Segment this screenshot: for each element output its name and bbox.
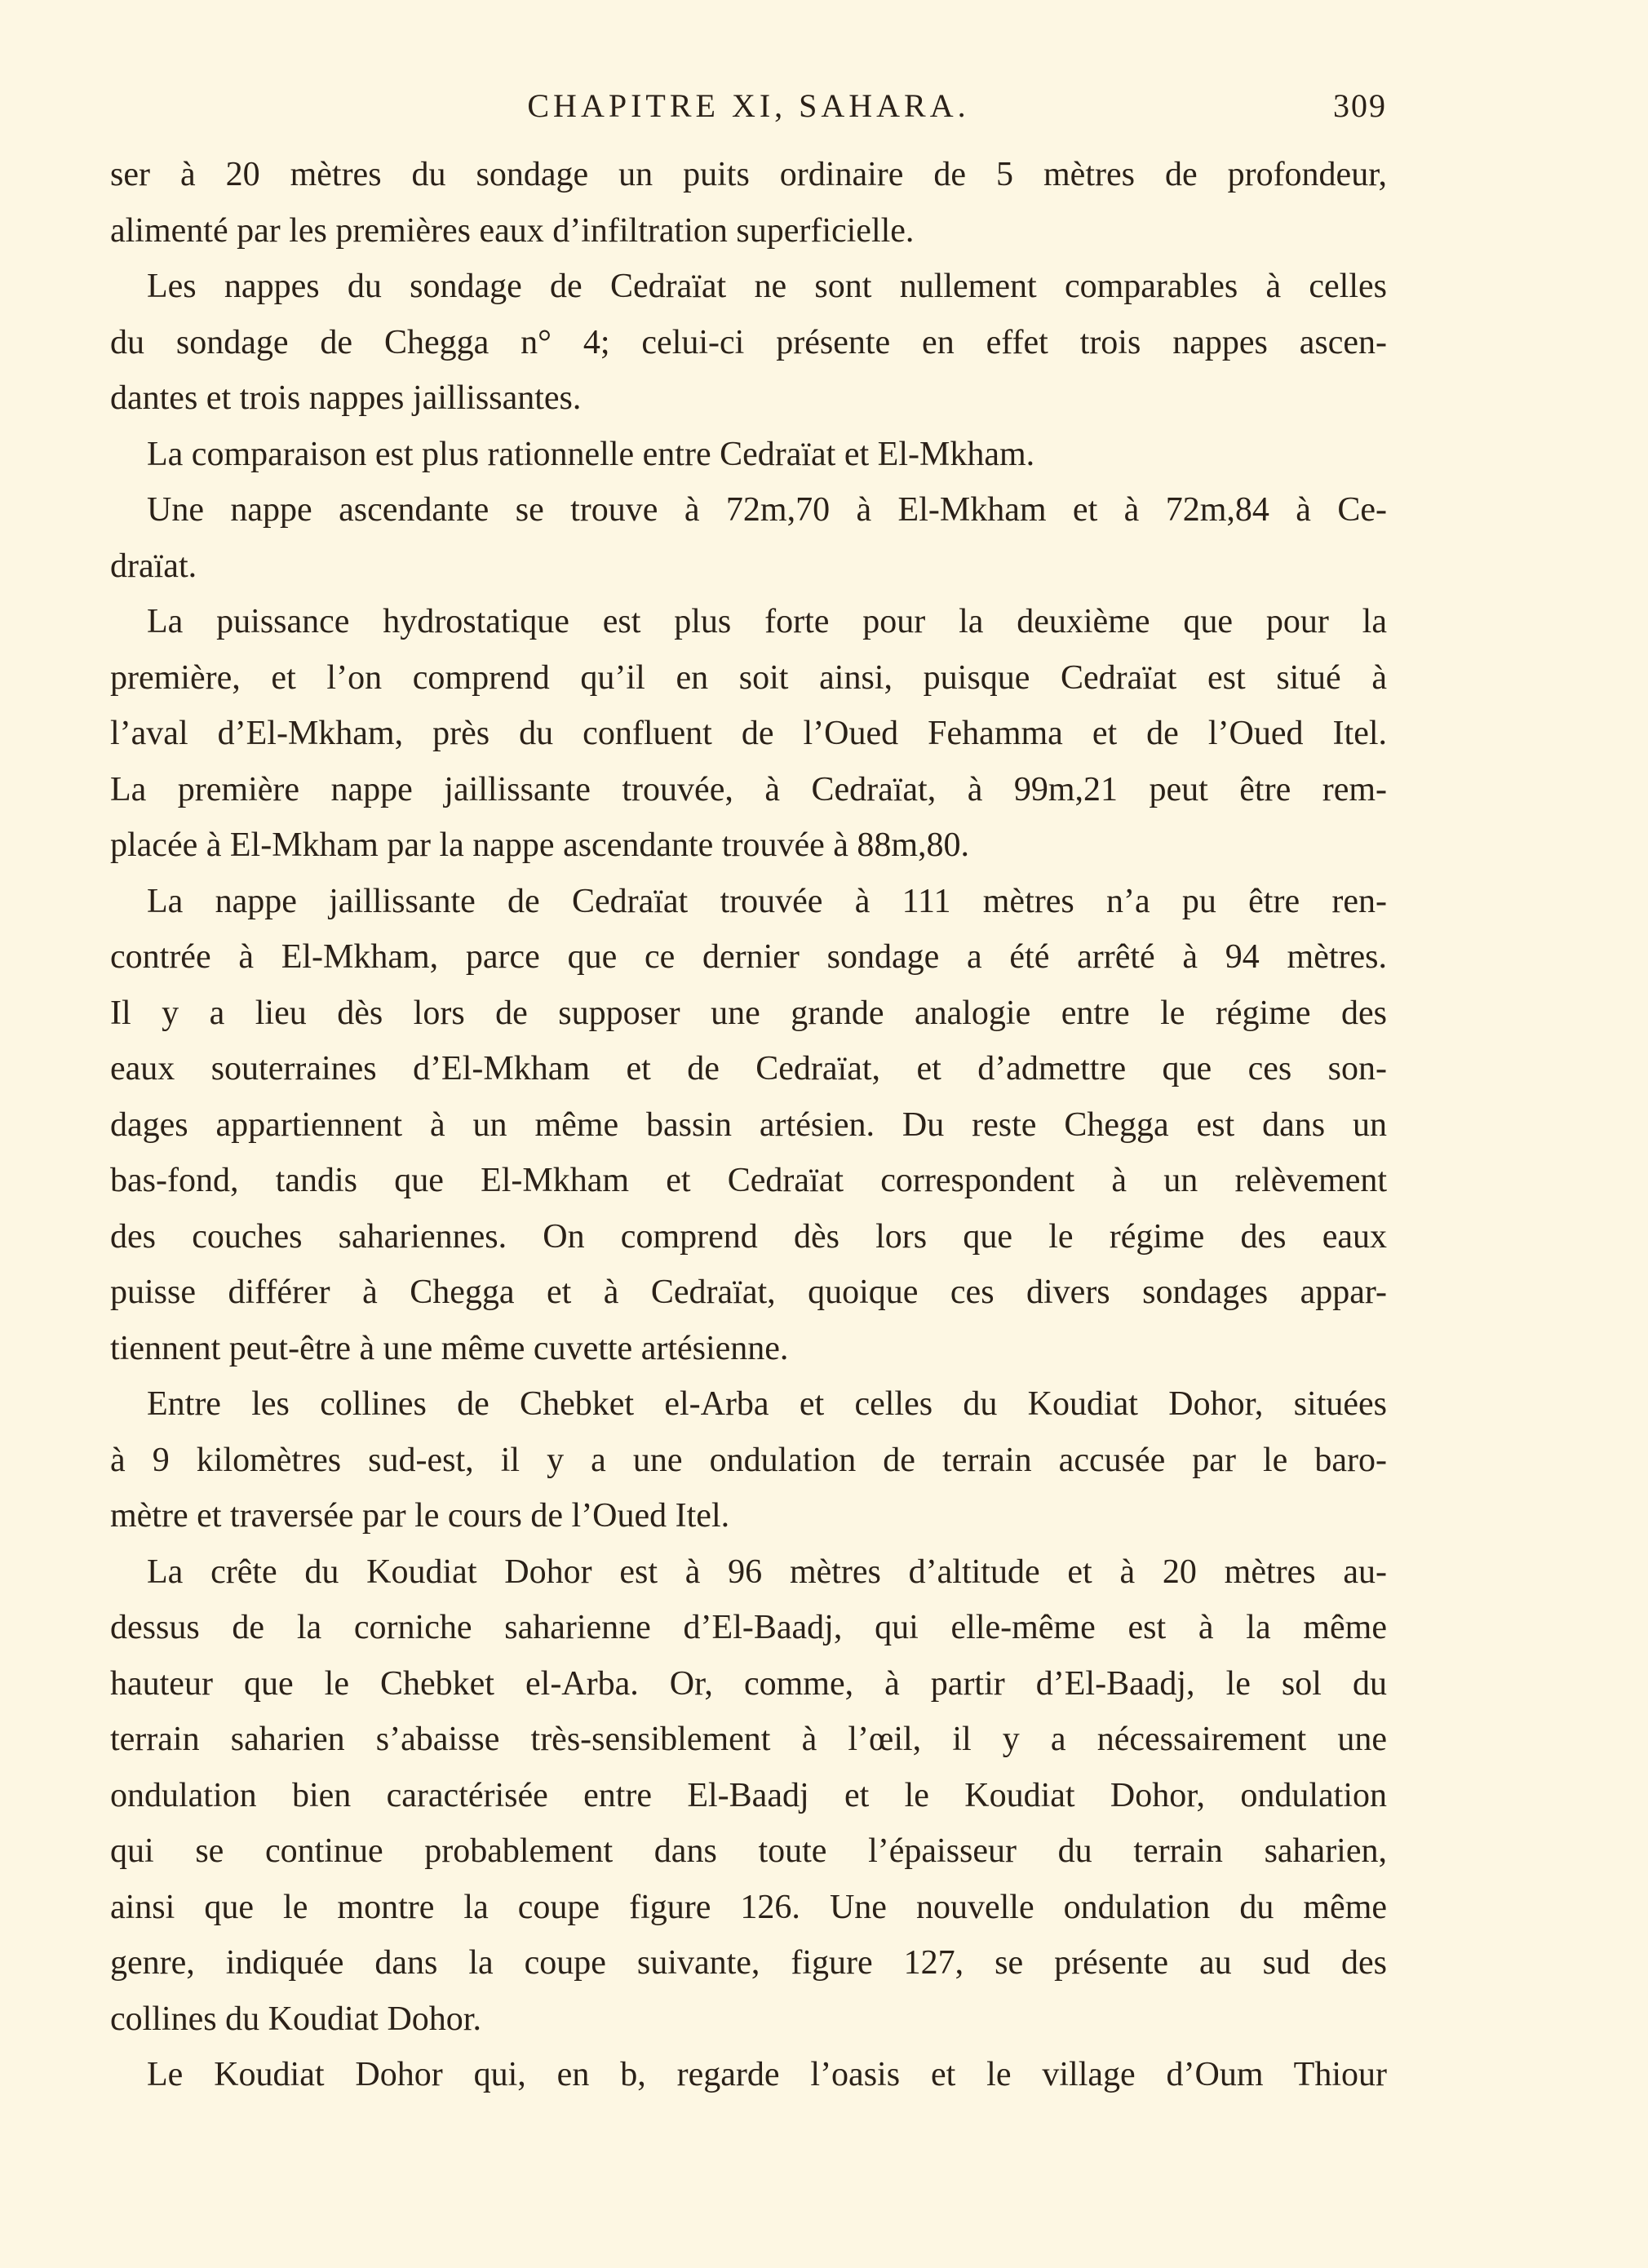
text-line: qui se continue probablement dans toute l’épaisseur du terrain saharien, bbox=[110, 1832, 1387, 1870]
text-line: ainsi que le montre la coupe figure 126. Une nouvelle ondulation du même bbox=[110, 1888, 1387, 1926]
text-line: placée à El-Mkham par la nappe ascendante trouvée à 88m,80. bbox=[110, 826, 970, 864]
text-line: terrain saharien s’abaisse très-sensiblement à l’œil, il y a nécessairement une bbox=[110, 1721, 1387, 1758]
text-line: La nappe jaillissante de Cedraïat trouvée à 111 mètres n’a pu être ren- bbox=[147, 882, 1387, 920]
text-line: Une nappe ascendante se trouve à 72m,70 à El-Mkham et à 72m,84 à Ce- bbox=[147, 491, 1387, 529]
text-line: La comparaison est plus rationnelle entre Cedraïat et El-Mkham. bbox=[147, 435, 1035, 473]
text-line: alimenté par les premières eaux d’infiltration superficielle. bbox=[110, 211, 915, 250]
text-line: à 9 kilomètres sud-est, il y a une ondulation de terrain accusée par le baro- bbox=[110, 1441, 1387, 1479]
text-line: ondulation bien caractérisée entre El-Baadj et le Koudiat Dohor, ondulation bbox=[110, 1776, 1387, 1814]
text-line: hauteur que le Chebket el-Arba. Or, comme, à partir d’El-Baadj, le sol du bbox=[110, 1664, 1387, 1703]
text-line: collines du Koudiat Dohor. bbox=[110, 2000, 481, 2038]
text-line: dantes et trois nappes jaillissantes. bbox=[110, 379, 582, 417]
text-line: puisse différer à Chegga et à Cedraïat, quoique ces divers sondages appar- bbox=[110, 1274, 1387, 1311]
text-line: Entre les collines de Chebket el-Arba et celles du Koudiat Dohor, situées bbox=[147, 1385, 1387, 1423]
text-line: des couches sahariennes. On comprend dès lors que le régime des eaux bbox=[110, 1217, 1387, 1256]
text-line: mètre et traversée par le cours de l’Oued Itel. bbox=[110, 1497, 730, 1535]
text-line: eaux souterraines d’El-Mkham et de Cedraïat, et d’admettre que ces son- bbox=[110, 1050, 1387, 1087]
text-line: Les nappes du sondage de Cedraïat ne sont nullement comparables à celles bbox=[147, 268, 1387, 305]
text-line: genre, indiquée dans la coupe suivante, figure 127, se présente au sud des bbox=[110, 1944, 1387, 1982]
body-text bbox=[110, 147, 1387, 2103]
text-line: draïat. bbox=[110, 547, 197, 585]
text-line: La crête du Koudiat Dohor est à 96 mètres d’altitude et à 20 mètres au- bbox=[147, 1553, 1387, 1591]
text-line: ser à 20 mètres du sondage un puits ordinaire de 5 mètres de profondeur, bbox=[110, 156, 1387, 193]
text-line: l’aval d’El-Mkham, près du confluent de l’Oued Fehamma et de l’Oued Itel. bbox=[110, 715, 1387, 752]
text-line: dages appartiennent à un même bassin artésien. Du reste Chegga est dans un bbox=[110, 1105, 1387, 1144]
text-line: Il y a lieu dès lors de supposer une grande analogie entre le régime des bbox=[110, 994, 1387, 1032]
text-line: première, et l’on comprend qu’il en soit ainsi, puisque Cedraïat est situé à bbox=[110, 658, 1387, 697]
text-line: bas-fond, tandis que El-Mkham et Cedraïat correspondent à un relèvement bbox=[110, 1162, 1387, 1199]
text-line: La puissance hydrostatique est plus forte pour la deuxième que pour la bbox=[147, 603, 1387, 640]
page-number: 309 bbox=[1333, 87, 1387, 124]
text-line: dessus de la corniche saharienne d’El-Baadj, qui elle-même est à la même bbox=[110, 1609, 1387, 1646]
text-line: tiennent peut-être à une même cuvette artésienne. bbox=[110, 1329, 789, 1367]
text-line: contrée à El-Mkham, parce que ce dernier sondage a été arrêté à 94 mètres. bbox=[110, 938, 1387, 976]
text-line: La première nappe jaillissante trouvée, à Cedraïat, à 99m,21 peut être rem- bbox=[110, 770, 1387, 808]
chapter-title: CHAPITRE XI, SAHARA. bbox=[527, 87, 970, 124]
text-line: du sondage de Chegga n° 4; celui-ci présente en effet trois nappes ascen- bbox=[110, 323, 1387, 361]
running-header bbox=[110, 82, 1387, 131]
text-line: Le Koudiat Dohor qui, en b, regarde l’oasis et le village d’Oum Thiour bbox=[147, 2056, 1387, 2093]
